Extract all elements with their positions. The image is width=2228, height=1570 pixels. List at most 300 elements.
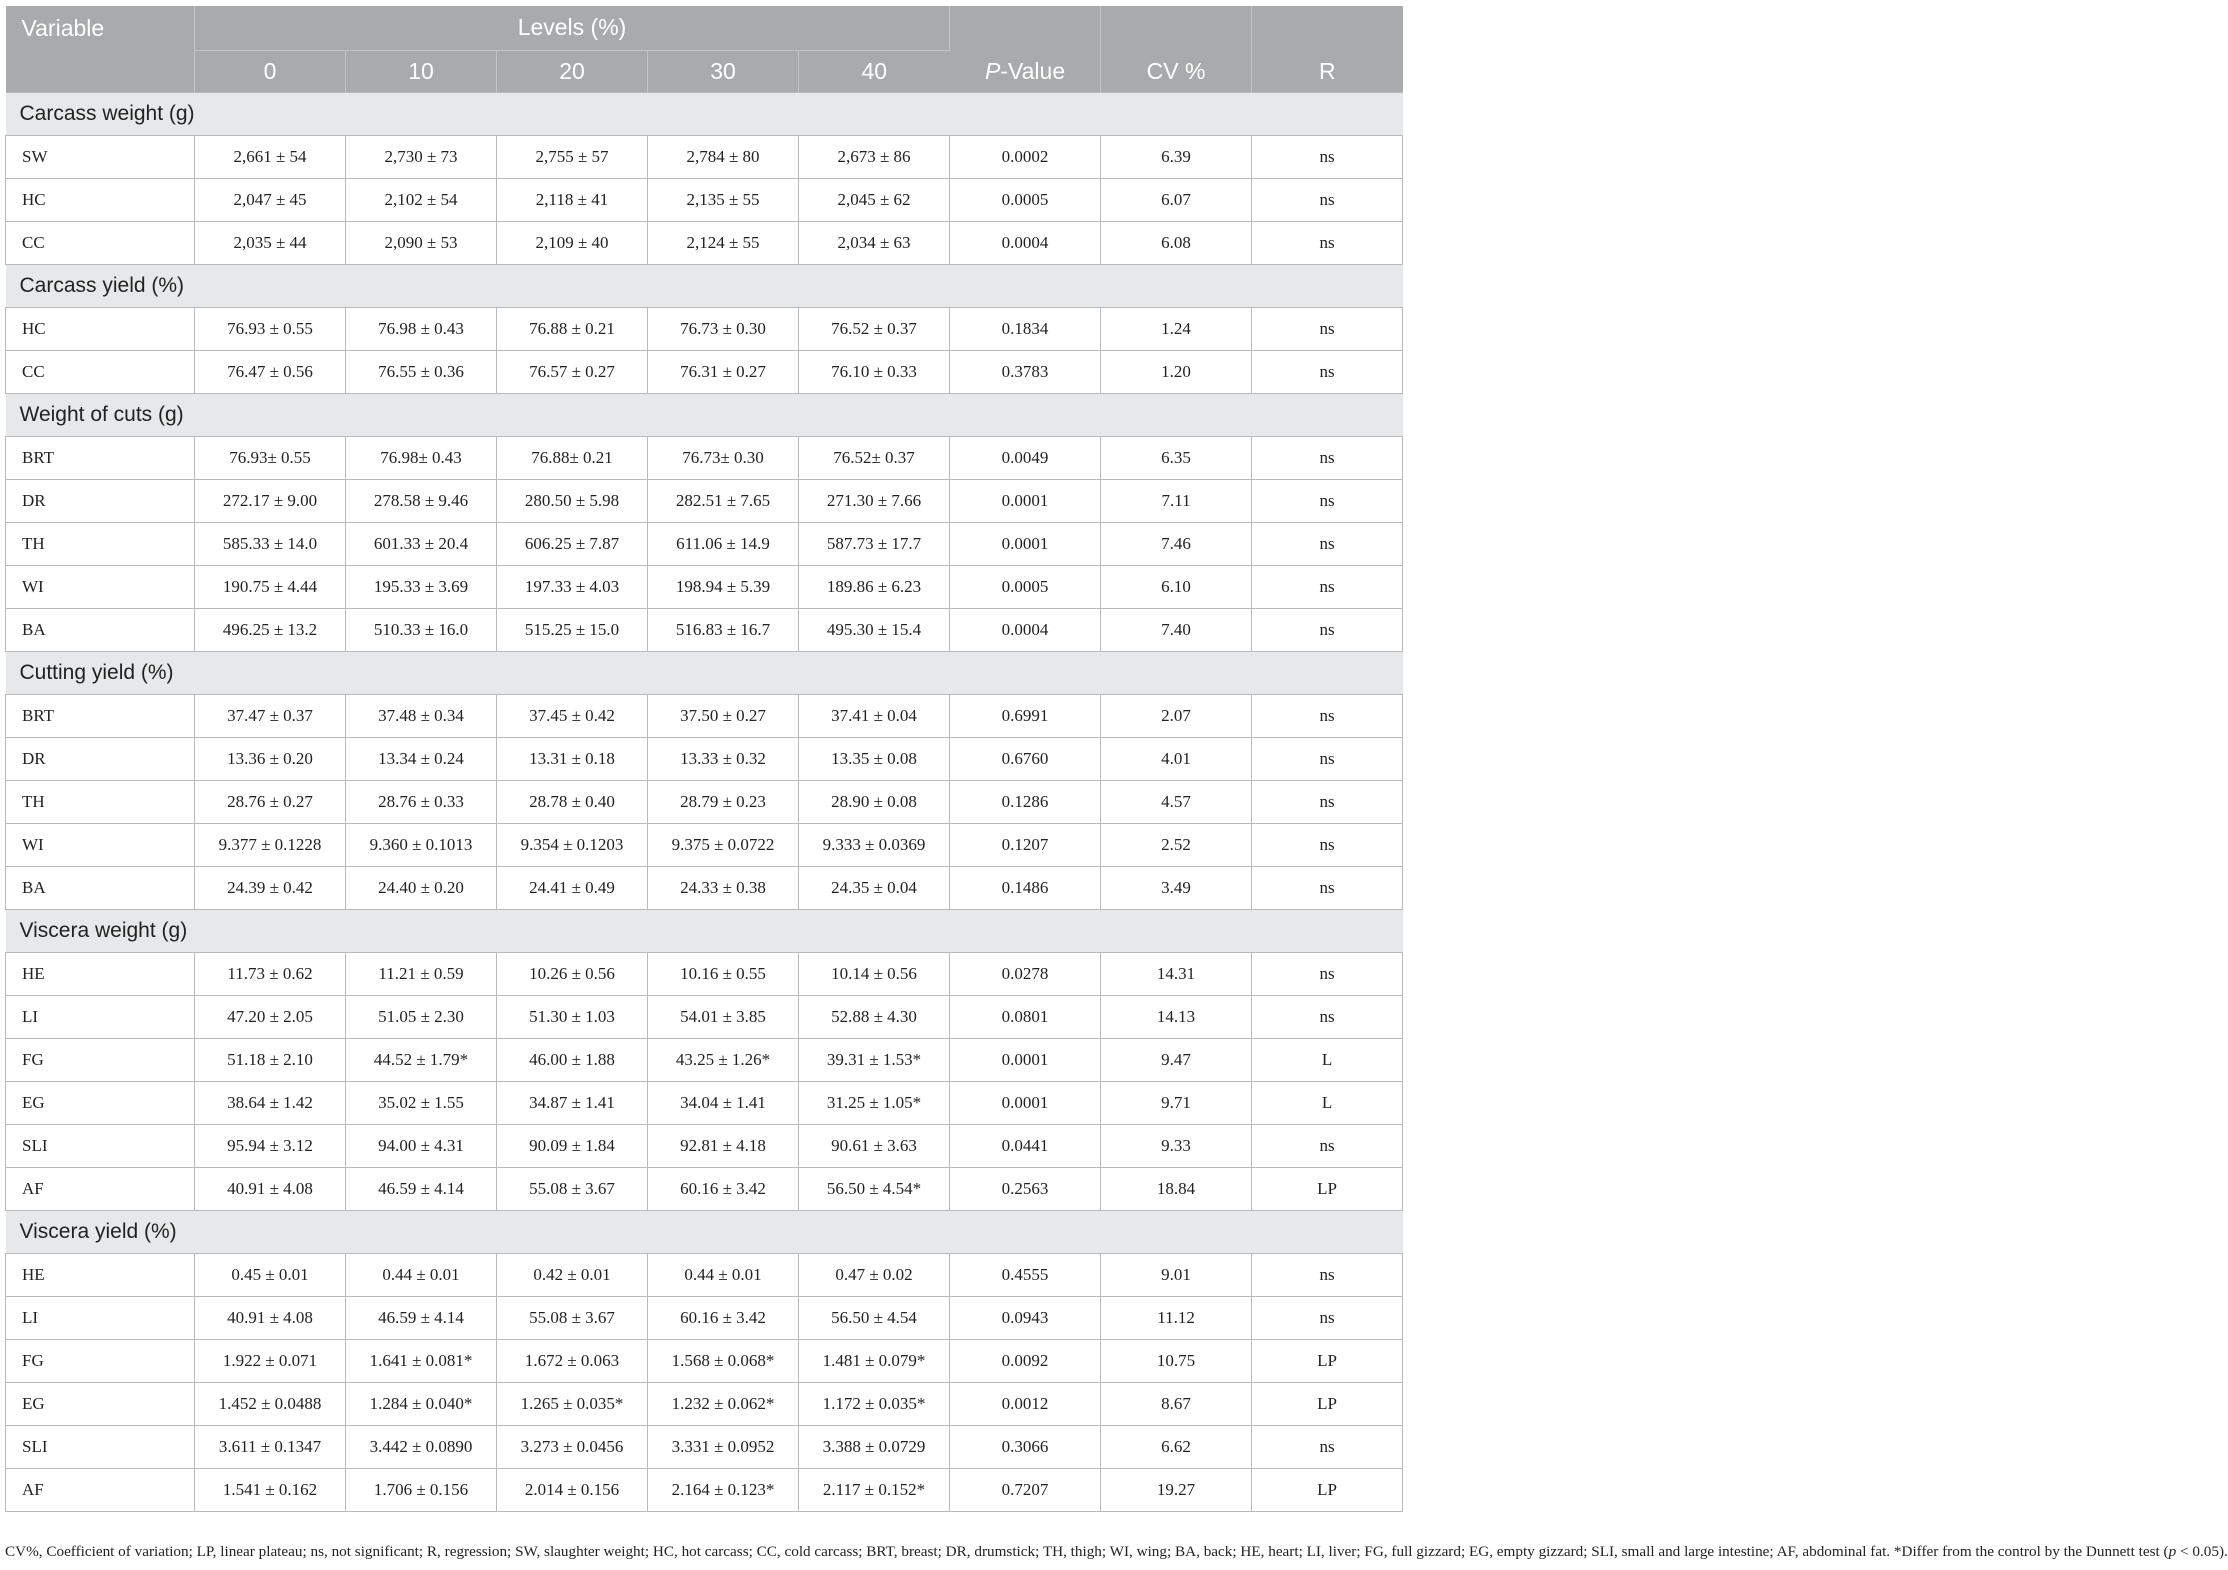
p-value-cell: 0.3066 — [950, 1425, 1101, 1468]
level-value-cell: 76.73 ± 0.30 — [648, 307, 799, 350]
data-table-container — [5, 6, 1367, 1512]
level-value-cell: 76.55 ± 0.36 — [346, 350, 497, 393]
level-value-cell: 2.164 ± 0.123* — [648, 1468, 799, 1511]
regression-cell: ns — [1252, 1425, 1403, 1468]
header-level-30: 30 — [648, 50, 799, 92]
level-value-cell: 37.50 ± 0.27 — [648, 694, 799, 737]
table-row — [6, 780, 1403, 823]
level-value-cell: 95.94 ± 3.12 — [195, 1124, 346, 1167]
level-value-cell: 0.44 ± 0.01 — [648, 1253, 799, 1296]
table-row — [6, 823, 1403, 866]
level-value-cell: 76.93± 0.55 — [195, 436, 346, 479]
level-value-cell: 272.17 ± 9.00 — [195, 479, 346, 522]
header-p-rest: -Value — [1000, 57, 1066, 84]
row-label: BA — [6, 866, 195, 909]
level-value-cell: 611.06 ± 14.9 — [648, 522, 799, 565]
level-value-cell: 13.34 ± 0.24 — [346, 737, 497, 780]
level-value-cell: 2,118 ± 41 — [497, 178, 648, 221]
table-row — [6, 1038, 1403, 1081]
p-value-cell: 0.1207 — [950, 823, 1101, 866]
header-variable: Variable — [6, 6, 195, 92]
p-value-cell: 0.0004 — [950, 221, 1101, 264]
cv-cell: 10.75 — [1101, 1339, 1252, 1382]
table-row — [6, 565, 1403, 608]
level-value-cell: 516.83 ± 16.7 — [648, 608, 799, 651]
level-value-cell: 76.57 ± 0.27 — [497, 350, 648, 393]
level-value-cell: 189.86 ± 6.23 — [799, 565, 950, 608]
level-value-cell: 1.452 ± 0.0488 — [195, 1382, 346, 1425]
table-row — [6, 1124, 1403, 1167]
level-value-cell: 0.45 ± 0.01 — [195, 1253, 346, 1296]
level-value-cell: 1.541 ± 0.162 — [195, 1468, 346, 1511]
p-value-cell: 0.0001 — [950, 1081, 1101, 1124]
cv-cell: 1.24 — [1101, 307, 1252, 350]
table-footnote — [5, 1543, 2228, 1561]
results-table — [5, 6, 1403, 1512]
level-value-cell: 24.35 ± 0.04 — [799, 866, 950, 909]
p-value-cell: 0.1286 — [950, 780, 1101, 823]
cv-cell: 4.57 — [1101, 780, 1252, 823]
row-label: CC — [6, 350, 195, 393]
row-label: TH — [6, 522, 195, 565]
table-row — [6, 952, 1403, 995]
level-value-cell: 76.88± 0.21 — [497, 436, 648, 479]
level-value-cell: 280.50 ± 5.98 — [497, 479, 648, 522]
cv-cell: 6.07 — [1101, 178, 1252, 221]
level-value-cell: 1.265 ± 0.035* — [497, 1382, 648, 1425]
level-value-cell: 10.16 ± 0.55 — [648, 952, 799, 995]
p-value-cell: 0.7207 — [950, 1468, 1101, 1511]
level-value-cell: 60.16 ± 3.42 — [648, 1167, 799, 1210]
section-title: Weight of cuts (g) — [6, 393, 1403, 436]
section-title: Carcass yield (%) — [6, 264, 1403, 307]
p-value-cell: 0.0049 — [950, 436, 1101, 479]
cv-cell: 2.07 — [1101, 694, 1252, 737]
cv-cell: 6.35 — [1101, 436, 1252, 479]
level-value-cell: 1.172 ± 0.035* — [799, 1382, 950, 1425]
level-value-cell: 2,673 ± 86 — [799, 135, 950, 178]
level-value-cell: 10.14 ± 0.56 — [799, 952, 950, 995]
level-value-cell: 1.672 ± 0.063 — [497, 1339, 648, 1382]
table-row — [6, 178, 1403, 221]
p-value-cell: 0.6991 — [950, 694, 1101, 737]
table-row — [6, 1425, 1403, 1468]
p-value-cell: 0.0001 — [950, 479, 1101, 522]
level-value-cell: 197.33 ± 4.03 — [497, 565, 648, 608]
level-value-cell: 2,102 ± 54 — [346, 178, 497, 221]
level-value-cell: 46.00 ± 1.88 — [497, 1038, 648, 1081]
cv-cell: 6.39 — [1101, 135, 1252, 178]
cv-cell: 6.08 — [1101, 221, 1252, 264]
cv-cell: 18.84 — [1101, 1167, 1252, 1210]
level-value-cell: 34.87 ± 1.41 — [497, 1081, 648, 1124]
table-row — [6, 436, 1403, 479]
row-label: AF — [6, 1167, 195, 1210]
level-value-cell: 76.52 ± 0.37 — [799, 307, 950, 350]
level-value-cell: 13.35 ± 0.08 — [799, 737, 950, 780]
regression-cell: ns — [1252, 694, 1403, 737]
level-value-cell: 9.360 ± 0.1013 — [346, 823, 497, 866]
header-p-symbol: P — [984, 57, 1001, 84]
level-value-cell: 94.00 ± 4.31 — [346, 1124, 497, 1167]
p-value-cell: 0.0002 — [950, 135, 1101, 178]
row-label: DR — [6, 479, 195, 522]
header-level-0: 0 — [195, 50, 346, 92]
table-row — [6, 1468, 1403, 1511]
row-label: HE — [6, 952, 195, 995]
cv-cell: 6.62 — [1101, 1425, 1252, 1468]
table-row — [6, 479, 1403, 522]
row-label: WI — [6, 823, 195, 866]
level-value-cell: 37.47 ± 0.37 — [195, 694, 346, 737]
cv-cell: 14.13 — [1101, 995, 1252, 1038]
cv-cell: 7.40 — [1101, 608, 1252, 651]
section-header-row — [6, 1210, 1403, 1253]
header-level-10: 10 — [346, 50, 497, 92]
level-value-cell: 76.31 ± 0.27 — [648, 350, 799, 393]
p-value-cell: 0.2563 — [950, 1167, 1101, 1210]
p-value-cell: 0.1834 — [950, 307, 1101, 350]
level-value-cell: 60.16 ± 3.42 — [648, 1296, 799, 1339]
p-value-cell: 0.0004 — [950, 608, 1101, 651]
regression-cell: L — [1252, 1038, 1403, 1081]
section-header-row — [6, 651, 1403, 694]
regression-cell: ns — [1252, 608, 1403, 651]
row-label: BRT — [6, 694, 195, 737]
footnote-text: CV%, Coefficient of variation; LP, linear plateau; ns, not significant; R, regression; SW, slaughter weight; HC, hot carcass; CC, cold carcass; BRT, breast; DR, drumstick; TH, thigh; WI, wing; BA, back; HE, heart; LI, liver; FG, full gizzard; EG, empty gizzard; SLI, small and large intestine; AF, abdominal fat. *Differ from the control by the Dunnett test ( — [5, 1543, 2169, 1560]
regression-cell: ns — [1252, 823, 1403, 866]
level-value-cell: 1.284 ± 0.040* — [346, 1382, 497, 1425]
level-value-cell: 56.50 ± 4.54 — [799, 1296, 950, 1339]
level-value-cell: 1.922 ± 0.071 — [195, 1339, 346, 1382]
table-row — [6, 1253, 1403, 1296]
section-header-row — [6, 909, 1403, 952]
level-value-cell: 0.44 ± 0.01 — [346, 1253, 497, 1296]
row-label: HE — [6, 1253, 195, 1296]
footnote-tail: < 0.05). — [2176, 1543, 2228, 1560]
row-label: BA — [6, 608, 195, 651]
level-value-cell: 496.25 ± 13.2 — [195, 608, 346, 651]
level-value-cell: 76.73± 0.30 — [648, 436, 799, 479]
level-value-cell: 28.76 ± 0.27 — [195, 780, 346, 823]
row-label: LI — [6, 1296, 195, 1339]
level-value-cell: 92.81 ± 4.18 — [648, 1124, 799, 1167]
regression-cell: ns — [1252, 178, 1403, 221]
header-level-40: 40 — [799, 50, 950, 92]
cv-cell: 4.01 — [1101, 737, 1252, 780]
p-value-cell: 0.0001 — [950, 1038, 1101, 1081]
level-value-cell: 76.93 ± 0.55 — [195, 307, 346, 350]
level-value-cell: 9.333 ± 0.0369 — [799, 823, 950, 866]
row-label: TH — [6, 780, 195, 823]
cv-cell: 6.10 — [1101, 565, 1252, 608]
table-row — [6, 1382, 1403, 1425]
section-header-row — [6, 393, 1403, 436]
regression-cell: ns — [1252, 565, 1403, 608]
level-value-cell: 76.98 ± 0.43 — [346, 307, 497, 350]
level-value-cell: 195.33 ± 3.69 — [346, 565, 497, 608]
p-value-cell: 0.0005 — [950, 565, 1101, 608]
level-value-cell: 28.79 ± 0.23 — [648, 780, 799, 823]
level-value-cell: 515.25 ± 15.0 — [497, 608, 648, 651]
row-label: HC — [6, 178, 195, 221]
table-header — [6, 6, 1403, 92]
level-value-cell: 9.375 ± 0.0722 — [648, 823, 799, 866]
regression-cell: ns — [1252, 995, 1403, 1038]
level-value-cell: 601.33 ± 20.4 — [346, 522, 497, 565]
level-value-cell: 35.02 ± 1.55 — [346, 1081, 497, 1124]
level-value-cell: 0.47 ± 0.02 — [799, 1253, 950, 1296]
regression-cell: ns — [1252, 866, 1403, 909]
level-value-cell: 52.88 ± 4.30 — [799, 995, 950, 1038]
level-value-cell: 40.91 ± 4.08 — [195, 1167, 346, 1210]
cv-cell: 14.31 — [1101, 952, 1252, 995]
level-value-cell: 3.442 ± 0.0890 — [346, 1425, 497, 1468]
section-title: Cutting yield (%) — [6, 651, 1403, 694]
row-label: SW — [6, 135, 195, 178]
row-label: CC — [6, 221, 195, 264]
level-value-cell: 282.51 ± 7.65 — [648, 479, 799, 522]
level-value-cell: 190.75 ± 4.44 — [195, 565, 346, 608]
level-value-cell: 1.481 ± 0.079* — [799, 1339, 950, 1382]
level-value-cell: 24.39 ± 0.42 — [195, 866, 346, 909]
cv-cell: 9.71 — [1101, 1081, 1252, 1124]
section-title: Carcass weight (g) — [6, 92, 1403, 135]
level-value-cell: 51.18 ± 2.10 — [195, 1038, 346, 1081]
level-value-cell: 76.10 ± 0.33 — [799, 350, 950, 393]
table-row — [6, 737, 1403, 780]
table-row — [6, 350, 1403, 393]
p-value-cell: 0.4555 — [950, 1253, 1101, 1296]
table-row — [6, 1081, 1403, 1124]
regression-cell: ns — [1252, 1253, 1403, 1296]
row-label: EG — [6, 1382, 195, 1425]
row-label: SLI — [6, 1124, 195, 1167]
table-row — [6, 135, 1403, 178]
level-value-cell: 37.48 ± 0.34 — [346, 694, 497, 737]
level-value-cell: 510.33 ± 16.0 — [346, 608, 497, 651]
cv-cell: 9.33 — [1101, 1124, 1252, 1167]
level-value-cell: 28.76 ± 0.33 — [346, 780, 497, 823]
regression-cell: ns — [1252, 780, 1403, 823]
p-value-cell: 0.1486 — [950, 866, 1101, 909]
row-label: BRT — [6, 436, 195, 479]
regression-cell: ns — [1252, 522, 1403, 565]
section-title: Viscera weight (g) — [6, 909, 1403, 952]
level-value-cell: 495.30 ± 15.4 — [799, 608, 950, 651]
regression-cell: ns — [1252, 350, 1403, 393]
cv-cell: 7.11 — [1101, 479, 1252, 522]
level-value-cell: 40.91 ± 4.08 — [195, 1296, 346, 1339]
cv-cell: 1.20 — [1101, 350, 1252, 393]
level-value-cell: 2,109 ± 40 — [497, 221, 648, 264]
level-value-cell: 31.25 ± 1.05* — [799, 1081, 950, 1124]
cv-cell: 11.12 — [1101, 1296, 1252, 1339]
regression-cell: ns — [1252, 307, 1403, 350]
table-body — [6, 92, 1403, 1511]
level-value-cell: 1.232 ± 0.062* — [648, 1382, 799, 1425]
footnote-p-symbol: p — [2168, 1543, 2177, 1560]
level-value-cell: 76.52± 0.37 — [799, 436, 950, 479]
header-levels: Levels (%) — [195, 6, 950, 50]
header-cv: CV % — [1101, 6, 1252, 92]
level-value-cell: 11.21 ± 0.59 — [346, 952, 497, 995]
p-value-cell: 0.0012 — [950, 1382, 1101, 1425]
p-value-cell: 0.0001 — [950, 522, 1101, 565]
level-value-cell: 2,124 ± 55 — [648, 221, 799, 264]
header-p-value — [950, 6, 1101, 92]
header-level-20: 20 — [497, 50, 648, 92]
level-value-cell: 90.09 ± 1.84 — [497, 1124, 648, 1167]
p-value-cell: 0.0441 — [950, 1124, 1101, 1167]
level-value-cell: 24.40 ± 0.20 — [346, 866, 497, 909]
regression-cell: L — [1252, 1081, 1403, 1124]
regression-cell: ns — [1252, 221, 1403, 264]
table-row — [6, 221, 1403, 264]
level-value-cell: 2,035 ± 44 — [195, 221, 346, 264]
table-row — [6, 608, 1403, 651]
level-value-cell: 10.26 ± 0.56 — [497, 952, 648, 995]
row-label: FG — [6, 1339, 195, 1382]
cv-cell: 3.49 — [1101, 866, 1252, 909]
level-value-cell: 13.31 ± 0.18 — [497, 737, 648, 780]
level-value-cell: 28.78 ± 0.40 — [497, 780, 648, 823]
level-value-cell: 46.59 ± 4.14 — [346, 1167, 497, 1210]
table-row — [6, 1339, 1403, 1382]
cv-cell: 7.46 — [1101, 522, 1252, 565]
level-value-cell: 44.52 ± 1.79* — [346, 1038, 497, 1081]
level-value-cell: 28.90 ± 0.08 — [799, 780, 950, 823]
table-row — [6, 995, 1403, 1038]
row-label: DR — [6, 737, 195, 780]
p-value-cell: 0.0092 — [950, 1339, 1101, 1382]
cv-cell: 2.52 — [1101, 823, 1252, 866]
level-value-cell: 46.59 ± 4.14 — [346, 1296, 497, 1339]
section-header-row — [6, 264, 1403, 307]
regression-cell: ns — [1252, 1124, 1403, 1167]
level-value-cell: 38.64 ± 1.42 — [195, 1081, 346, 1124]
regression-cell: ns — [1252, 737, 1403, 780]
level-value-cell: 2,047 ± 45 — [195, 178, 346, 221]
level-value-cell: 0.42 ± 0.01 — [497, 1253, 648, 1296]
table-row — [6, 866, 1403, 909]
regression-cell: LP — [1252, 1382, 1403, 1425]
level-value-cell: 51.30 ± 1.03 — [497, 995, 648, 1038]
p-value-cell: 0.0801 — [950, 995, 1101, 1038]
level-value-cell: 3.388 ± 0.0729 — [799, 1425, 950, 1468]
row-label: LI — [6, 995, 195, 1038]
level-value-cell: 90.61 ± 3.63 — [799, 1124, 950, 1167]
level-value-cell: 37.45 ± 0.42 — [497, 694, 648, 737]
level-value-cell: 76.88 ± 0.21 — [497, 307, 648, 350]
level-value-cell: 271.30 ± 7.66 — [799, 479, 950, 522]
regression-cell: LP — [1252, 1339, 1403, 1382]
level-value-cell: 2.014 ± 0.156 — [497, 1468, 648, 1511]
table-row — [6, 522, 1403, 565]
level-value-cell: 1.641 ± 0.081* — [346, 1339, 497, 1382]
level-value-cell: 56.50 ± 4.54* — [799, 1167, 950, 1210]
section-header-row — [6, 92, 1403, 135]
table-row — [6, 1296, 1403, 1339]
p-value-cell: 0.3783 — [950, 350, 1101, 393]
p-value-cell: 0.0943 — [950, 1296, 1101, 1339]
cv-cell: 9.47 — [1101, 1038, 1252, 1081]
table-row — [6, 694, 1403, 737]
level-value-cell: 55.08 ± 3.67 — [497, 1296, 648, 1339]
row-label: FG — [6, 1038, 195, 1081]
level-value-cell: 51.05 ± 2.30 — [346, 995, 497, 1038]
level-value-cell: 3.273 ± 0.0456 — [497, 1425, 648, 1468]
regression-cell: ns — [1252, 952, 1403, 995]
level-value-cell: 1.568 ± 0.068* — [648, 1339, 799, 1382]
level-value-cell: 2,045 ± 62 — [799, 178, 950, 221]
level-value-cell: 37.41 ± 0.04 — [799, 694, 950, 737]
table-row — [6, 307, 1403, 350]
row-label: AF — [6, 1468, 195, 1511]
level-value-cell: 3.331 ± 0.0952 — [648, 1425, 799, 1468]
level-value-cell: 34.04 ± 1.41 — [648, 1081, 799, 1124]
level-value-cell: 1.706 ± 0.156 — [346, 1468, 497, 1511]
level-value-cell: 587.73 ± 17.7 — [799, 522, 950, 565]
cv-cell: 8.67 — [1101, 1382, 1252, 1425]
level-value-cell: 2,034 ± 63 — [799, 221, 950, 264]
level-value-cell: 55.08 ± 3.67 — [497, 1167, 648, 1210]
level-value-cell: 47.20 ± 2.05 — [195, 995, 346, 1038]
level-value-cell: 2,090 ± 53 — [346, 221, 497, 264]
cv-cell: 19.27 — [1101, 1468, 1252, 1511]
row-label: SLI — [6, 1425, 195, 1468]
regression-cell: LP — [1252, 1167, 1403, 1210]
level-value-cell: 13.33 ± 0.32 — [648, 737, 799, 780]
level-value-cell: 9.354 ± 0.1203 — [497, 823, 648, 866]
cv-cell: 9.01 — [1101, 1253, 1252, 1296]
p-value-cell: 0.6760 — [950, 737, 1101, 780]
level-value-cell: 2.117 ± 0.152* — [799, 1468, 950, 1511]
regression-cell: ns — [1252, 479, 1403, 522]
level-value-cell: 24.33 ± 0.38 — [648, 866, 799, 909]
level-value-cell: 2,730 ± 73 — [346, 135, 497, 178]
level-value-cell: 2,135 ± 55 — [648, 178, 799, 221]
level-value-cell: 24.41 ± 0.49 — [497, 866, 648, 909]
row-label: HC — [6, 307, 195, 350]
level-value-cell: 13.36 ± 0.20 — [195, 737, 346, 780]
level-value-cell: 76.47 ± 0.56 — [195, 350, 346, 393]
regression-cell: ns — [1252, 1296, 1403, 1339]
level-value-cell: 606.25 ± 7.87 — [497, 522, 648, 565]
level-value-cell: 11.73 ± 0.62 — [195, 952, 346, 995]
level-value-cell: 76.98± 0.43 — [346, 436, 497, 479]
level-value-cell: 54.01 ± 3.85 — [648, 995, 799, 1038]
regression-cell: ns — [1252, 135, 1403, 178]
regression-cell: LP — [1252, 1468, 1403, 1511]
section-title: Viscera yield (%) — [6, 1210, 1403, 1253]
row-label: WI — [6, 565, 195, 608]
level-value-cell: 2,784 ± 80 — [648, 135, 799, 178]
level-value-cell: 2,755 ± 57 — [497, 135, 648, 178]
level-value-cell: 585.33 ± 14.0 — [195, 522, 346, 565]
level-value-cell: 9.377 ± 0.1228 — [195, 823, 346, 866]
level-value-cell: 278.58 ± 9.46 — [346, 479, 497, 522]
table-row — [6, 1167, 1403, 1210]
level-value-cell: 39.31 ± 1.53* — [799, 1038, 950, 1081]
p-value-cell: 0.0005 — [950, 178, 1101, 221]
level-value-cell: 2,661 ± 54 — [195, 135, 346, 178]
level-value-cell: 3.611 ± 0.1347 — [195, 1425, 346, 1468]
p-value-cell: 0.0278 — [950, 952, 1101, 995]
header-r: R — [1252, 6, 1403, 92]
level-value-cell: 198.94 ± 5.39 — [648, 565, 799, 608]
regression-cell: ns — [1252, 436, 1403, 479]
